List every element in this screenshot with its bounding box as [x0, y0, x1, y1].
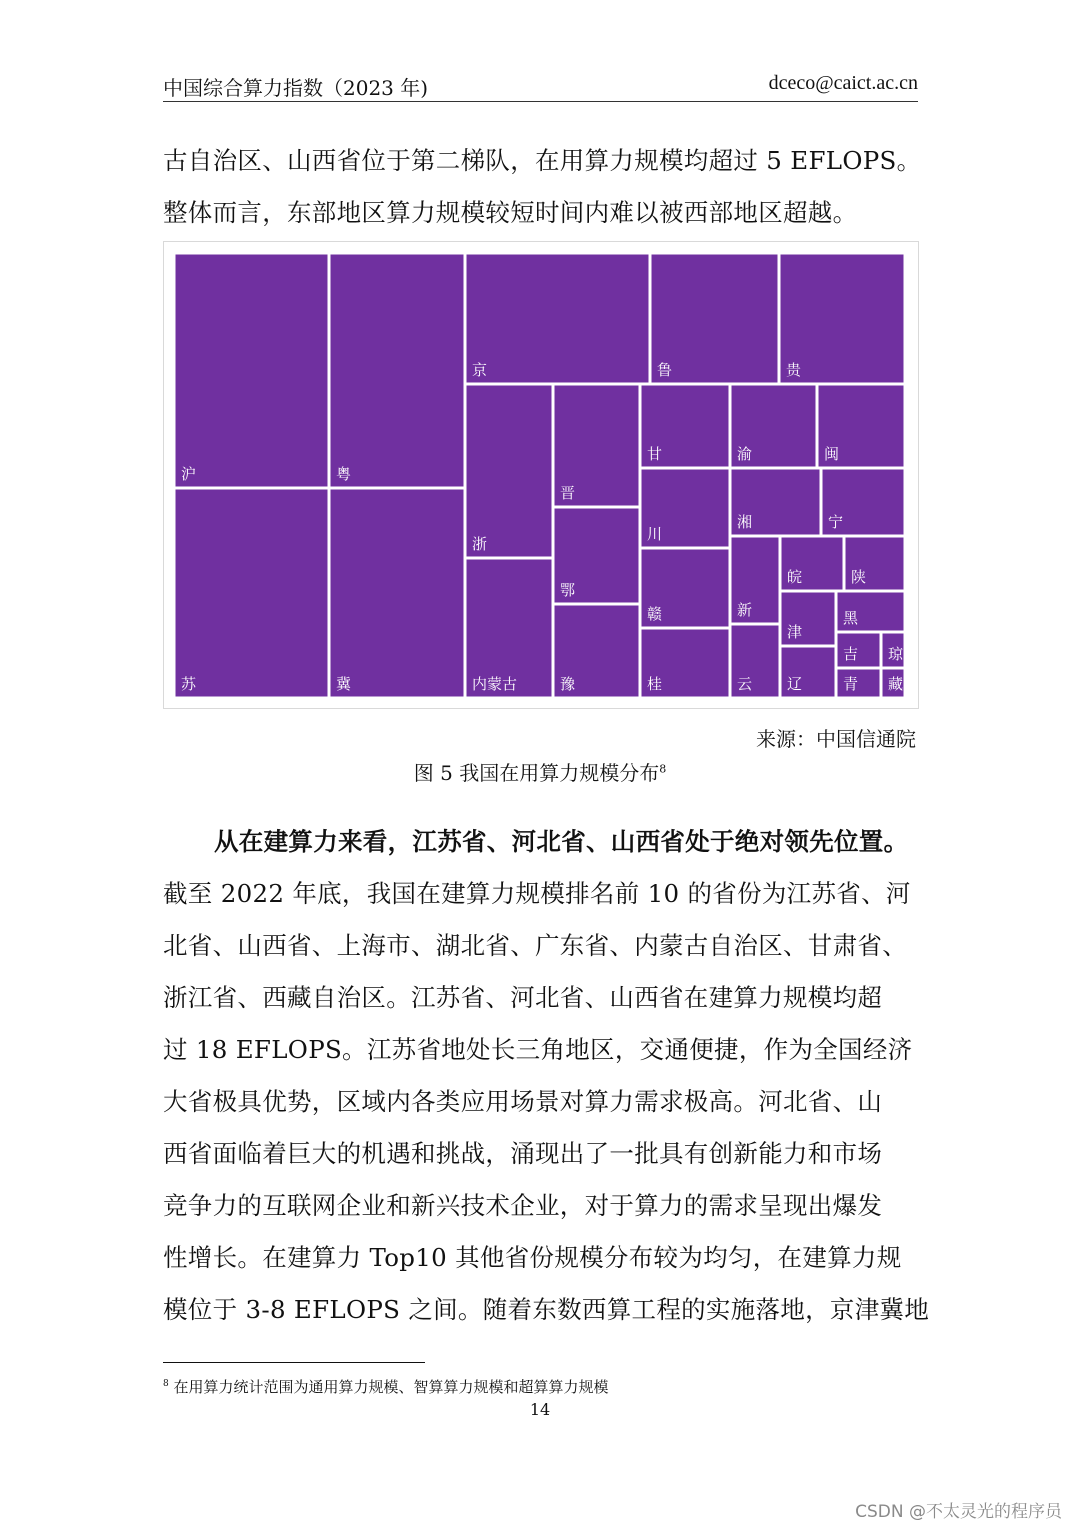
- paragraph-line-4: 过 18 EFLOPS。江苏省地处长三角地区，交通便捷，作为全国经济: [163, 1035, 913, 1064]
- treemap-cell-label: 琼: [888, 645, 904, 663]
- treemap-cell-10: [553, 384, 640, 507]
- treemap-cell-5: [465, 253, 650, 384]
- treemap-cell-label: 桂: [647, 675, 663, 693]
- treemap-cell-label: 湘: [737, 513, 753, 531]
- treemap-cell-label: 黑: [843, 609, 859, 627]
- treemap-cell-label: 云: [737, 675, 753, 693]
- treemap-cell-rect: [329, 253, 465, 488]
- treemap-cell-8: [465, 384, 553, 558]
- treemap-cell-3: [329, 253, 465, 488]
- treemap-cell-label: 粤: [336, 465, 352, 483]
- treemap-cell-label: 青: [843, 675, 859, 693]
- treemap-cell-label: 藏: [888, 675, 904, 693]
- treemap-cell-9: [465, 558, 553, 698]
- treemap-cell-label: 豫: [560, 675, 576, 693]
- treemap-cell-11: [553, 507, 640, 604]
- treemap-cell-label: 闽: [824, 445, 840, 463]
- treemap-cell-27: [780, 646, 836, 698]
- paragraph-line-7: 竞争力的互联网企业和新兴技术企业，对于算力的需求呈现出爆发: [163, 1191, 883, 1220]
- figure-caption: [0, 757, 1080, 786]
- intro-line-2: 整体而言，东部地区算力规模较短时间内难以被西部地区超越。: [163, 198, 858, 227]
- paragraph-lead: 从在建算力来看，江苏省、河北省、山西省处于绝对领先位置。: [214, 827, 909, 856]
- treemap-cell-19: [640, 548, 730, 628]
- treemap-cell-label: 京: [472, 361, 488, 379]
- treemap-cell-22: [844, 536, 905, 591]
- treemap-cell-label: 浙: [472, 535, 488, 553]
- header-divider: [163, 101, 918, 102]
- treemap-cell-6: [650, 253, 779, 384]
- treemap-cell-label: 皖: [787, 568, 803, 586]
- treemap-cell-21: [780, 536, 844, 591]
- treemap-cell-18: [821, 468, 905, 536]
- treemap-cell-rect: [329, 488, 465, 698]
- treemap-cell-13: [640, 384, 730, 468]
- treemap-cell-14: [730, 384, 817, 468]
- treemap-cell-rect: [465, 384, 553, 558]
- treemap-figure: [163, 241, 919, 709]
- treemap-cell-label: 辽: [787, 675, 803, 693]
- treemap-cell-label: 晋: [560, 484, 576, 502]
- treemap-cell-label: 贵: [786, 361, 802, 379]
- treemap-cell-16: [640, 468, 730, 548]
- paragraph-line-1: 截至 2022 年底，我国在建算力规模排名前 10 的省份为江苏省、河: [163, 879, 911, 908]
- treemap-cell-1: [174, 253, 329, 488]
- treemap-cell-20: [730, 536, 780, 624]
- treemap-cell-label: 甘: [647, 445, 663, 463]
- treemap-cell-label: 鄂: [560, 581, 576, 599]
- footnote-text: 在用算力统计范围为通用算力规模、智算算力规模和超算算力规模: [173, 1378, 609, 1396]
- treemap-cell-rect: [174, 488, 329, 698]
- figure-caption-footnote-ref: 8: [659, 762, 667, 776]
- treemap-cell-24: [780, 591, 836, 646]
- treemap-cell-label: 陕: [851, 568, 867, 586]
- treemap-cell-label: 内蒙古: [472, 675, 518, 693]
- footnote-divider: [163, 1362, 425, 1363]
- treemap-cell-label: 川: [647, 525, 663, 543]
- treemap-cell-29: [836, 668, 881, 698]
- figure-caption-text: 图 5 我国在用算力规模分布: [413, 761, 660, 785]
- treemap-cell-23: [836, 591, 905, 632]
- figure-source: 来源：中国信通院: [756, 727, 916, 751]
- treemap-cell-2: [174, 488, 329, 698]
- treemap-cell-4: [329, 488, 465, 698]
- treemap-cell-label: 鲁: [657, 361, 673, 379]
- footnote-mark: 8: [163, 1379, 169, 1389]
- treemap-cell-28: [836, 632, 881, 668]
- paragraph-line-3: 浙江省、西藏自治区。江苏省、河北省、山西省在建算力规模均超: [163, 983, 883, 1012]
- treemap-cell-label: 津: [787, 623, 803, 641]
- treemap-cell-30: [881, 632, 905, 668]
- treemap-cell-rect: [465, 253, 650, 384]
- treemap-chart: [164, 242, 918, 708]
- treemap-cell-26: [730, 624, 780, 698]
- treemap-cell-label: 吉: [843, 645, 859, 663]
- treemap-cell-7: [779, 253, 905, 384]
- treemap-cell-31: [881, 668, 905, 698]
- paragraph-line-2: 北省、山西省、上海市、湖北省、广东省、内蒙古自治区、甘肃省、: [163, 931, 907, 960]
- treemap-cell-label: 宁: [828, 513, 844, 531]
- treemap-cell-label: 苏: [181, 675, 197, 693]
- running-header-email[interactable]: dceco@caict.ac.cn: [768, 72, 918, 94]
- treemap-cell-17: [730, 468, 821, 536]
- treemap-cell-15: [817, 384, 905, 468]
- treemap-cell-12: [553, 604, 640, 698]
- treemap-cell-label: 冀: [336, 675, 352, 693]
- treemap-cell-label: 新: [737, 601, 753, 619]
- page-number: 14: [529, 1400, 551, 1419]
- csdn-watermark: CSDN @不太灵光的程序员: [855, 1502, 1062, 1522]
- treemap-cell-label: 沪: [181, 465, 197, 483]
- paragraph-line-9: 模位于 3-8 EFLOPS 之间。随着东数西算工程的实施落地，京津冀地: [163, 1295, 930, 1324]
- treemap-cell-label: 渝: [737, 445, 753, 463]
- paragraph-line-5: 大省极具优势，区域内各类应用场景对算力需求极高。河北省、山: [163, 1087, 883, 1116]
- paragraph-line-8: 性增长。在建算力 Top10 其他省份规模分布较为均匀，在建算力规: [163, 1243, 902, 1272]
- footnote: [163, 1376, 609, 1397]
- treemap-cell-25: [640, 628, 730, 698]
- running-header-title: 中国综合算力指数（2023 年): [163, 76, 429, 100]
- treemap-cell-rect: [174, 253, 329, 488]
- paragraph-line-6: 西省面临着巨大的机遇和挑战，涌现出了一批具有创新能力和市场: [163, 1139, 883, 1168]
- intro-line-1: 古自治区、山西省位于第二梯队，在用算力规模均超过 5 EFLOPS。: [163, 146, 922, 175]
- treemap-cell-label: 赣: [647, 605, 663, 623]
